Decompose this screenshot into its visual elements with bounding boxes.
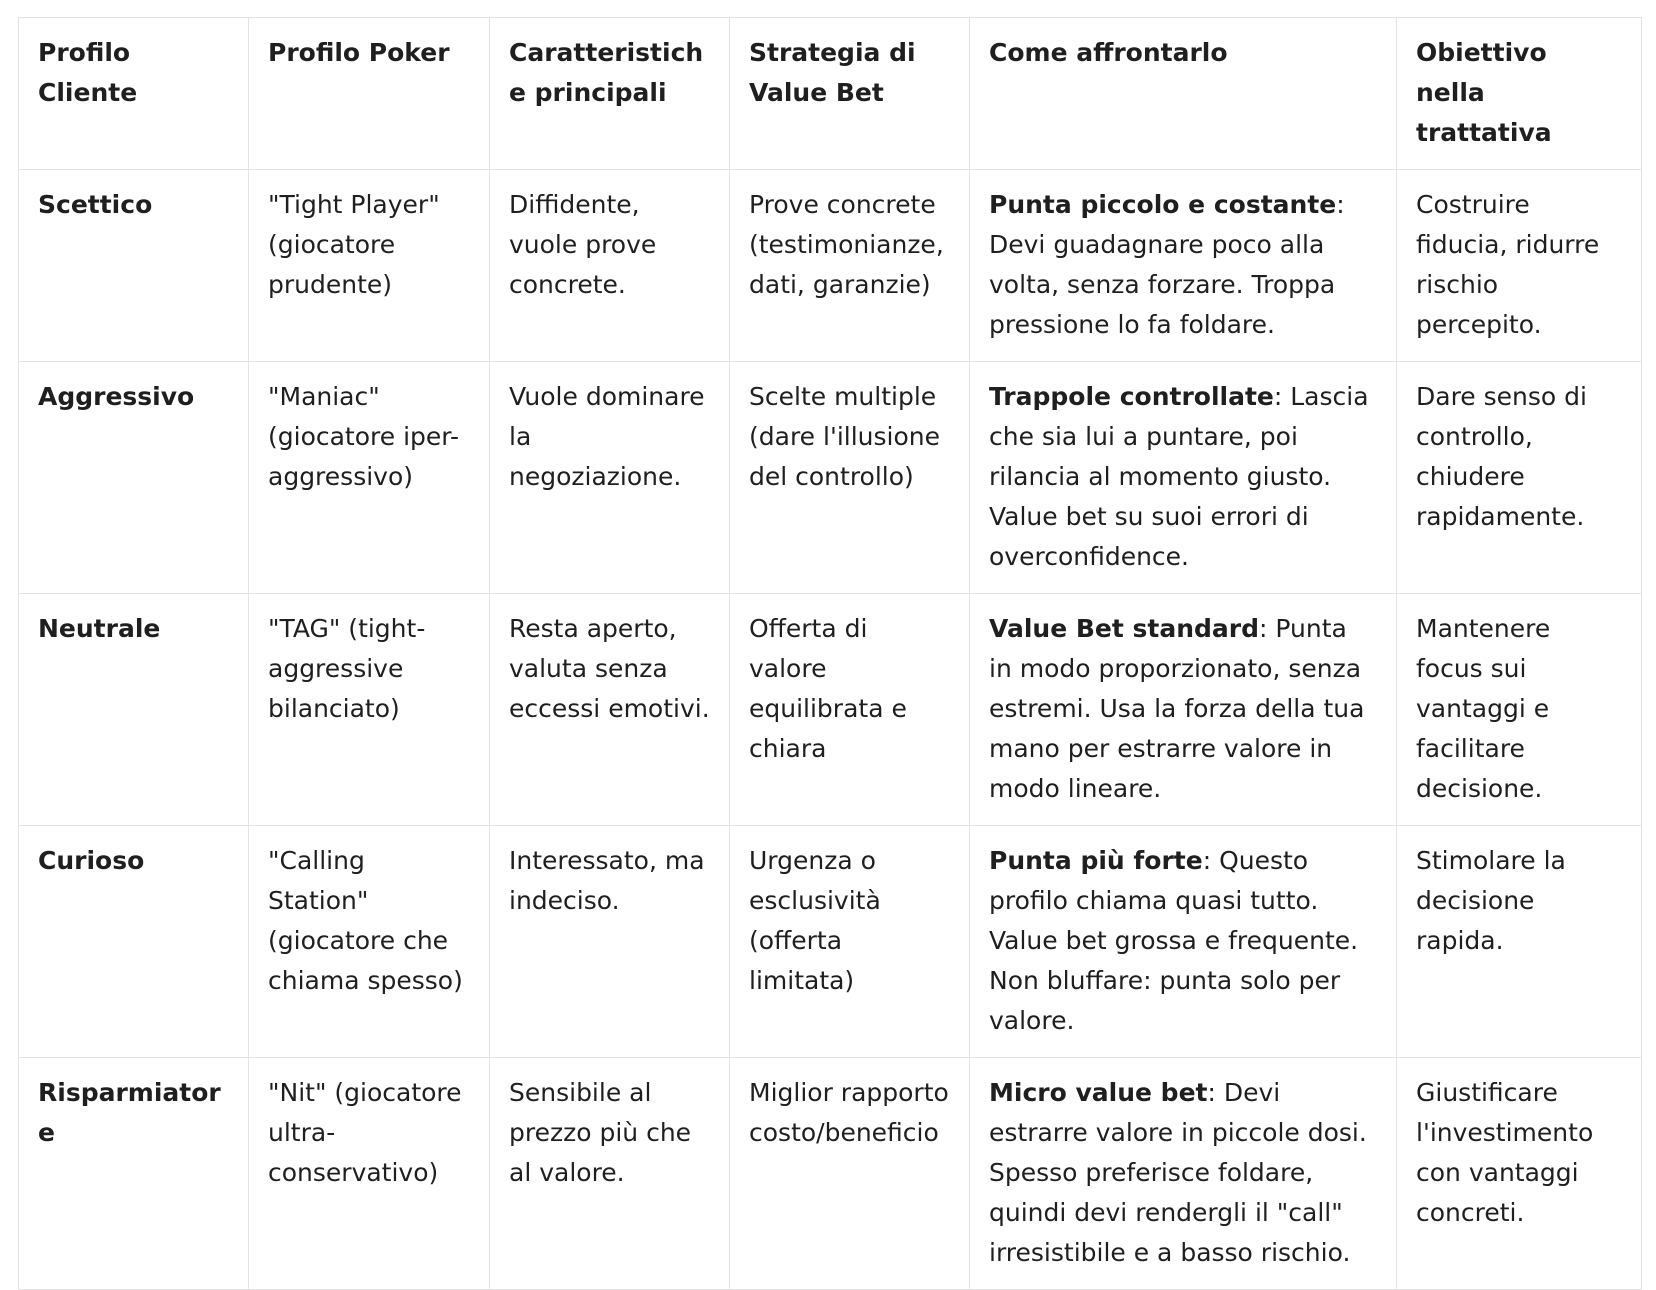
cell-profilo-poker: "Calling Station" (giocatore che chiama spesso) bbox=[249, 826, 490, 1058]
cell-caratteristiche: Interessato, ma indeciso. bbox=[490, 826, 730, 1058]
header-come-affrontarlo: Come affrontarlo bbox=[970, 18, 1397, 170]
cell-caratteristiche: Resta aperto, valuta senza eccessi emotivi. bbox=[490, 594, 730, 826]
approach-title: Micro value bet bbox=[989, 1078, 1208, 1107]
cell-profilo-cliente: Neutrale bbox=[19, 594, 249, 826]
table-row bbox=[19, 826, 1642, 1058]
cell-come-affrontarlo bbox=[970, 362, 1397, 594]
header-obiettivo: Obiettivo nella trattativa bbox=[1397, 18, 1642, 170]
approach-text: : Devi guadagnare poco alla volta, senza forzare. Troppa pressione lo fa foldare. bbox=[989, 190, 1345, 339]
cell-caratteristiche: Sensibile al prezzo più che al valore. bbox=[490, 1058, 730, 1290]
table-row bbox=[19, 362, 1642, 594]
cell-come-affrontarlo bbox=[970, 1058, 1397, 1290]
approach-text: : Devi estrarre valore in piccole dosi. Spesso preferisce foldare, quindi devi rendergli il "call" irresistibile e a basso rischio. bbox=[989, 1078, 1367, 1267]
cell-profilo-poker: "Nit" (giocatore ultra-conservativo) bbox=[249, 1058, 490, 1290]
cell-obiettivo: Stimolare la decisione rapida. bbox=[1397, 826, 1642, 1058]
cell-obiettivo: Giustificare l'investimento con vantaggi concreti. bbox=[1397, 1058, 1642, 1290]
approach-text: : Lascia che sia lui a puntare, poi rilancia al momento giusto. Value bet su suoi errori di overconfidence. bbox=[989, 382, 1369, 571]
cell-profilo-cliente: Curioso bbox=[19, 826, 249, 1058]
cell-profilo-cliente: Scettico bbox=[19, 170, 249, 362]
cell-caratteristiche: Diffidente, vuole prove concrete. bbox=[490, 170, 730, 362]
cell-come-affrontarlo bbox=[970, 594, 1397, 826]
approach-text: : Questo profilo chiama quasi tutto. Value bet grossa e frequente. Non bluffare: punta solo per valore. bbox=[989, 846, 1359, 1035]
approach-title: Punta piccolo e costante bbox=[989, 190, 1337, 219]
profiles-table-container bbox=[18, 17, 1642, 1290]
header-caratteristiche: Caratteristiche principali bbox=[490, 18, 730, 170]
header-profilo-poker: Profilo Poker bbox=[249, 18, 490, 170]
cell-strategia: Prove concrete (testimonianze, dati, garanzie) bbox=[730, 170, 970, 362]
cell-obiettivo: Dare senso di controllo, chiudere rapidamente. bbox=[1397, 362, 1642, 594]
table-header bbox=[19, 18, 1642, 170]
cell-obiettivo: Mantenere focus sui vantaggi e facilitare decisione. bbox=[1397, 594, 1642, 826]
header-strategia: Strategia di Value Bet bbox=[730, 18, 970, 170]
approach-title: Trappole controllate bbox=[989, 382, 1274, 411]
approach-text: : Punta in modo proporzionato, senza estremi. Usa la forza della tua mano per estrarre valore in modo lineare. bbox=[989, 614, 1365, 803]
cell-profilo-poker: "Maniac" (giocatore iper-aggressivo) bbox=[249, 362, 490, 594]
cell-profilo-poker: "Tight Player" (giocatore prudente) bbox=[249, 170, 490, 362]
cell-profilo-cliente: Aggressivo bbox=[19, 362, 249, 594]
cell-profilo-poker: "TAG" (tight-aggressive bilanciato) bbox=[249, 594, 490, 826]
cell-profilo-cliente: Risparmiatore bbox=[19, 1058, 249, 1290]
cell-strategia: Urgenza o esclusività (offerta limitata) bbox=[730, 826, 970, 1058]
table-row bbox=[19, 594, 1642, 826]
header-row bbox=[19, 18, 1642, 170]
cell-come-affrontarlo bbox=[970, 826, 1397, 1058]
cell-strategia: Miglior rapporto costo/beneficio bbox=[730, 1058, 970, 1290]
profiles-table bbox=[18, 17, 1642, 1290]
cell-strategia: Offerta di valore equilibrata e chiara bbox=[730, 594, 970, 826]
table-row bbox=[19, 1058, 1642, 1290]
table-body bbox=[19, 170, 1642, 1290]
table-row bbox=[19, 170, 1642, 362]
cell-obiettivo: Costruire fiducia, ridurre rischio percepito. bbox=[1397, 170, 1642, 362]
header-profilo-cliente: Profilo Cliente bbox=[19, 18, 249, 170]
cell-come-affrontarlo bbox=[970, 170, 1397, 362]
approach-title: Punta più forte bbox=[989, 846, 1203, 875]
cell-strategia: Scelte multiple (dare l'illusione del controllo) bbox=[730, 362, 970, 594]
cell-caratteristiche: Vuole dominare la negoziazione. bbox=[490, 362, 730, 594]
approach-title: Value Bet standard bbox=[989, 614, 1260, 643]
